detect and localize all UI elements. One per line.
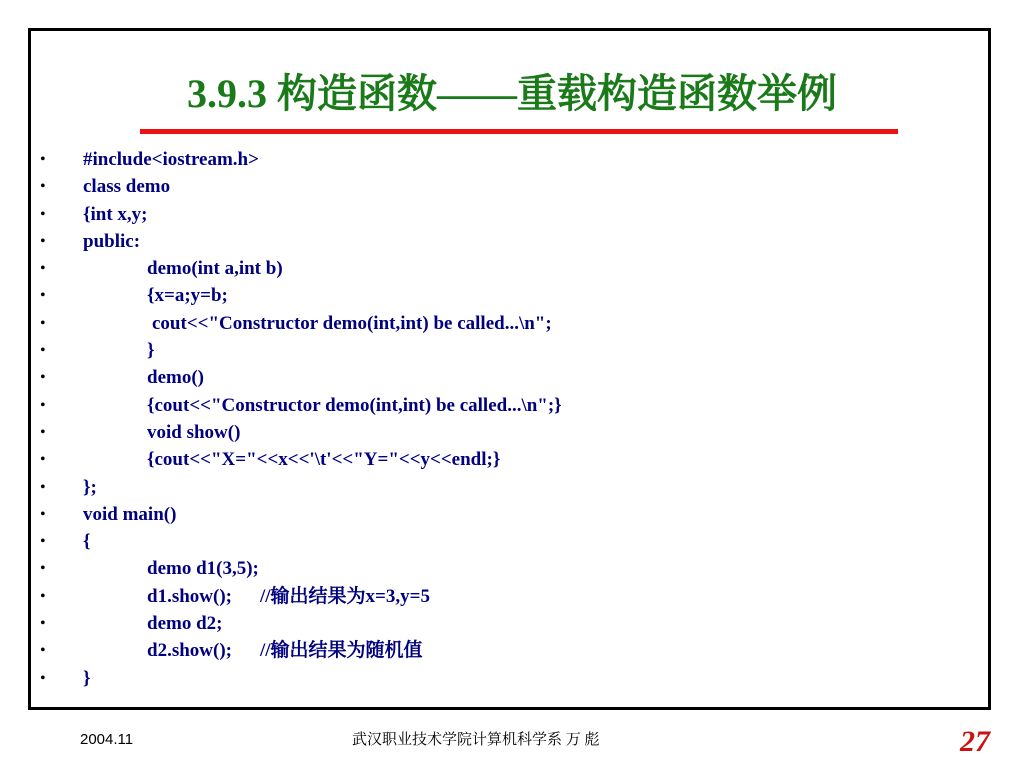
bullet-icon: • (40, 232, 46, 250)
bullet-icon: • (40, 178, 46, 196)
code-text: void main() (83, 503, 177, 525)
code-text: class demo (83, 176, 171, 198)
code-text: demo d1(3,5); (147, 558, 259, 580)
code-comment: //输出结果为x=3,y=5 (259, 585, 430, 607)
bullet-icon: • (40, 151, 46, 168)
code-text: demo d2; (147, 613, 223, 635)
bullet-icon: • (40, 205, 46, 223)
bullet-icon: • (40, 615, 46, 633)
bullet-icon: • (40, 314, 46, 332)
bullet-icon: • (40, 342, 46, 360)
code-text: }; (83, 476, 97, 498)
bullet-icon: • (40, 451, 46, 469)
code-text: {x=a;y=b; (147, 285, 228, 307)
code-text: { (83, 531, 91, 553)
code-text: #include<iostream.h> (83, 149, 259, 170)
code-text: void show() (147, 421, 241, 443)
bullet-icon: • (40, 533, 46, 551)
code-text: d1.show(); //输出结果为x=3,y=5 (147, 585, 430, 607)
footer-date: 2004.11 (80, 731, 134, 748)
bullet-icon: • (40, 587, 46, 605)
bullet-icon: • (40, 287, 46, 305)
page-number: 27 (960, 725, 990, 758)
bullet-icon: • (40, 505, 46, 523)
code-text: {int x,y; (83, 203, 148, 225)
footer-department: 武汉职业技术学院计算机科学系 万 彪 (352, 732, 600, 748)
bullet-icon: • (40, 560, 46, 578)
bullet-icon: • (40, 260, 46, 278)
code-text: demo(int a,int b) (147, 258, 283, 280)
bullet-icon: • (40, 369, 46, 387)
code-comment: //输出结果为随机值 (259, 640, 423, 662)
code-text: } (147, 340, 155, 362)
bullet-icon: • (40, 396, 46, 414)
code-text: cout<<"Constructor demo(int,int) be called...\n"; (152, 312, 552, 334)
bullet-icon: • (40, 669, 46, 687)
code-text: } (83, 667, 91, 689)
code-text: demo() (147, 367, 204, 389)
code-text: public: (83, 230, 141, 252)
slide-title: 3.9.3 构造函数——重载构造函数举例 (187, 71, 837, 116)
bullet-icon: • (40, 642, 46, 660)
bullet-icon: • (40, 423, 46, 441)
code-text: {cout<<"X="<<x<<'\t'<<"Y="<<y<<endl;} (147, 449, 501, 471)
code-text: {cout<<"Constructor demo(int,int) be called...\n";} (147, 394, 562, 416)
title-underline (140, 129, 898, 134)
code-text: d2.show(); //输出结果为随机值 (147, 640, 423, 662)
bullet-icon: • (40, 478, 46, 496)
